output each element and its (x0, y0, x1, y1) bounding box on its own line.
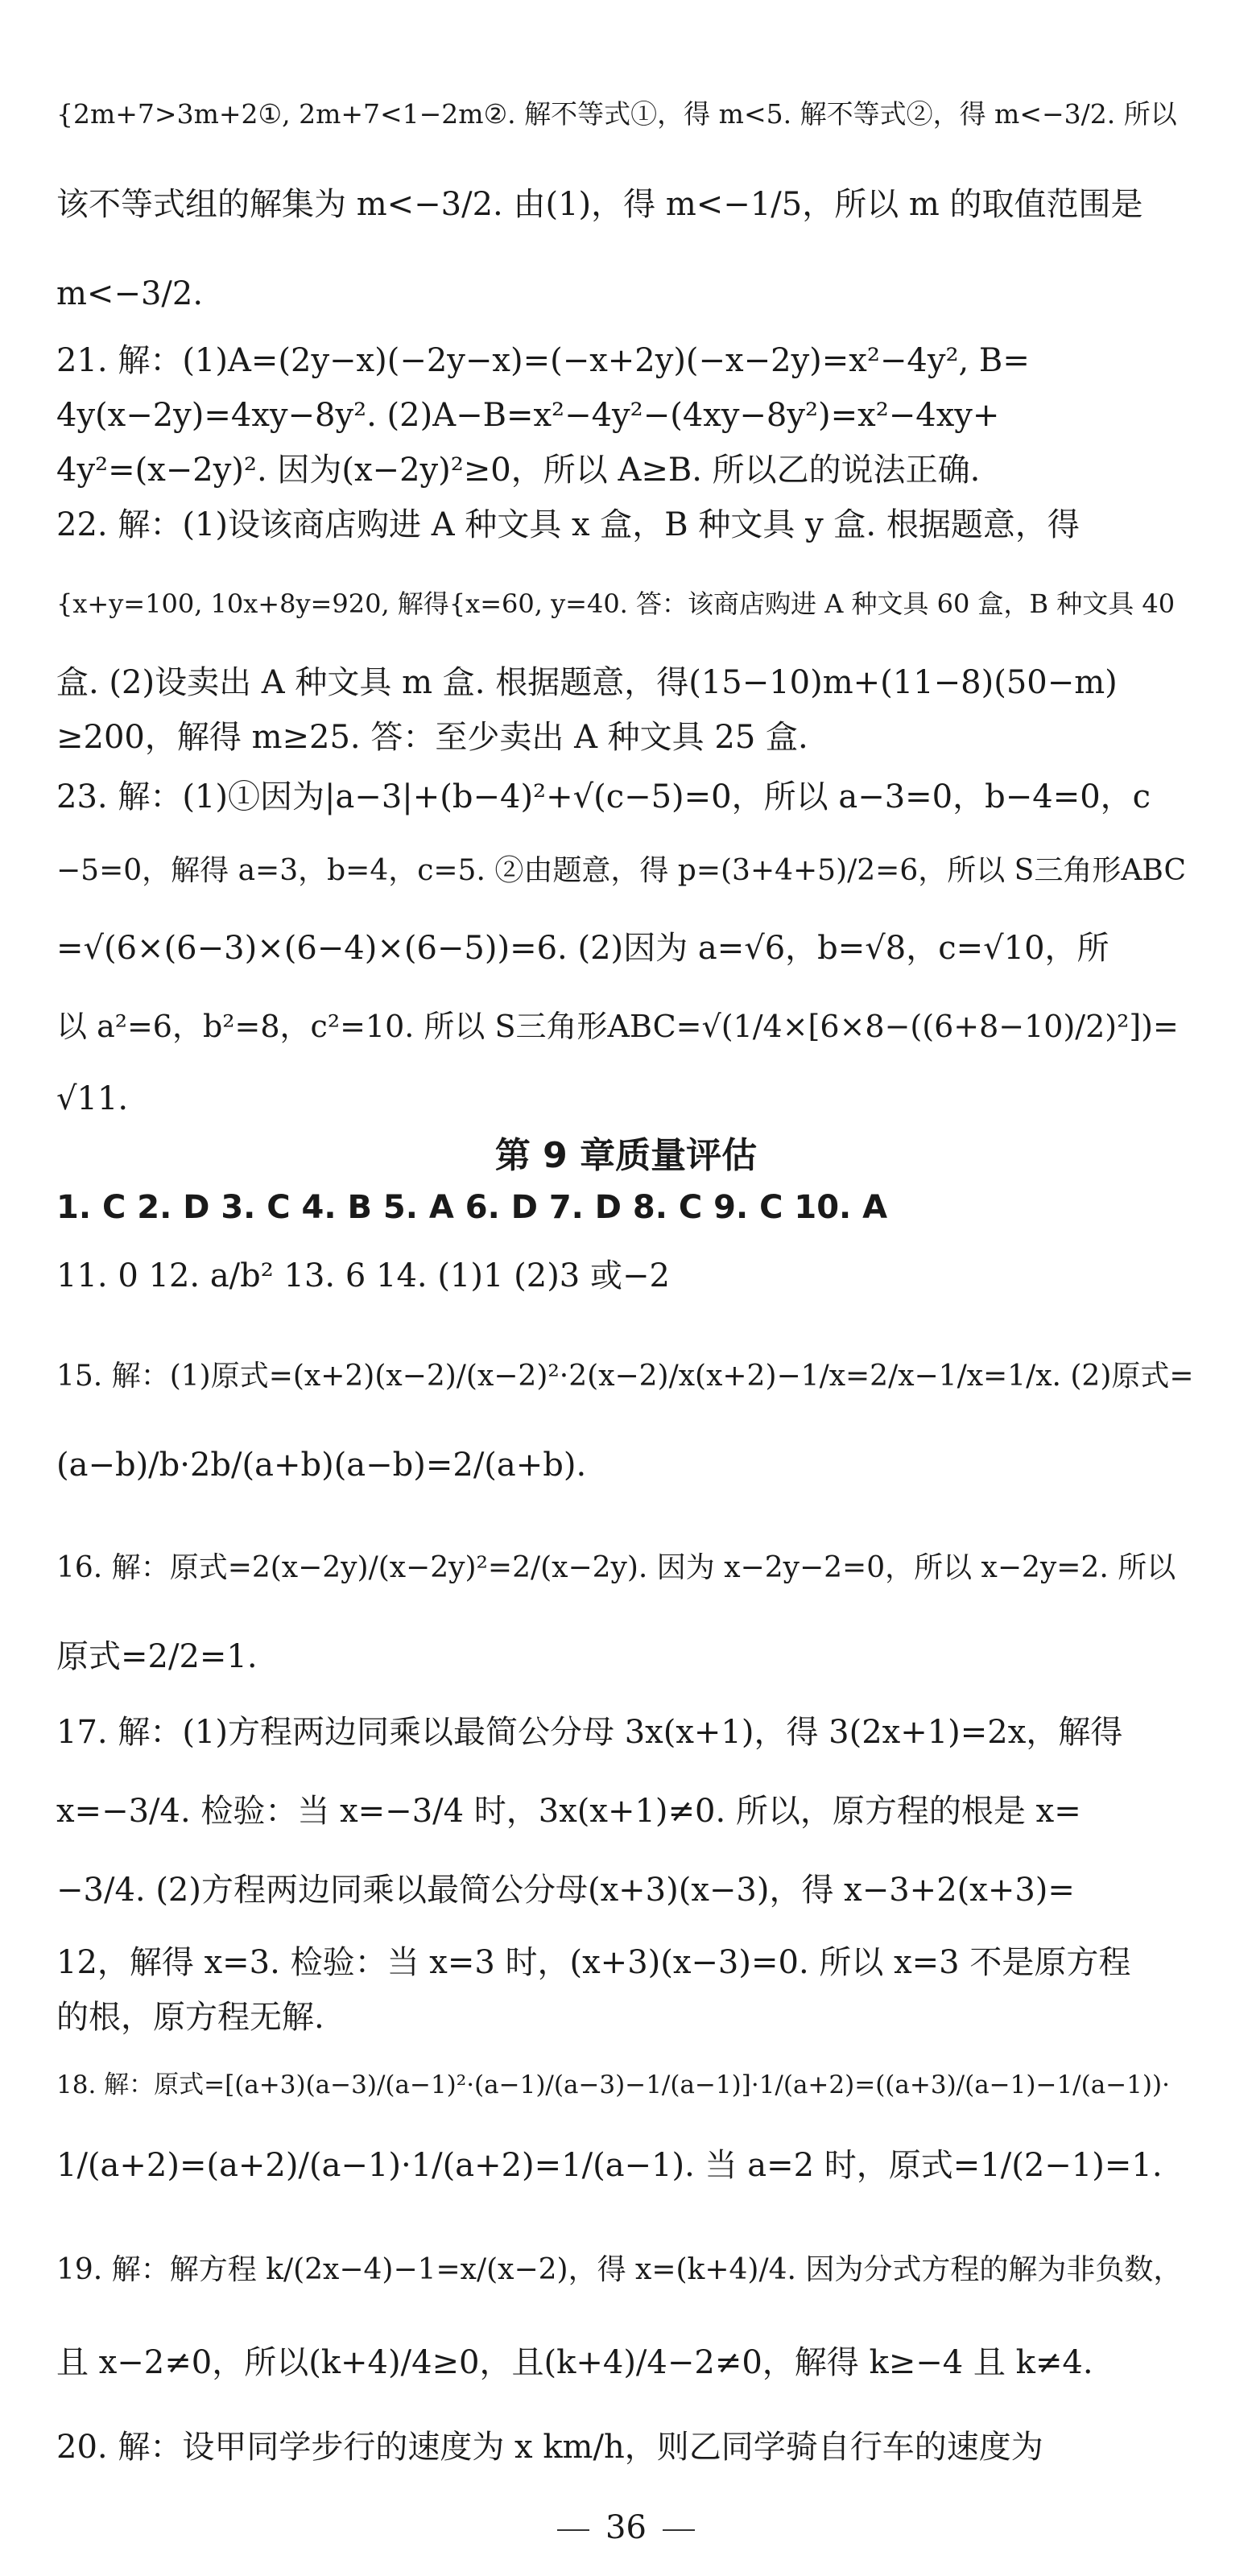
text-line: 19. 解：解方程 k/(2x−4)−1=x/(x−2)，得 x=(k+4)/4. 因为分式方程的解为非负数， (56, 2253, 1183, 2286)
text-line: {2m+7>3m+2①, 2m+7<1−2m②. 解不等式①，得 m<5. 解不等式②，得 m<−3/2. 所以 (56, 98, 1177, 130)
text-line: 21. 解：(1)A=(2y−x)(−2y−x)=(−x+2y)(−x−2y)=x²−4y², B= (56, 342, 1030, 379)
text-line: 22. 解：(1)设该商店购进 A 种文具 x 盒，B 种文具 y 盒. 根据题意，得 (56, 506, 1080, 543)
text-line: 该不等式组的解集为 m<−3/2. 由(1)，得 m<−1/5，所以 m 的取值范围是 (56, 186, 1143, 223)
text-line: 20. 解：设甲同学步行的速度为 x km/h，则乙同学骑自行车的速度为 (56, 2429, 1043, 2466)
text-line: 1/(a+2)=(a+2)/(a−1)·1/(a+2)=1/(a−1). 当 a=2 时，原式=1/(2−1)=1. (56, 2147, 1163, 2184)
text-line: =√(6×(6−3)×(6−4)×(6−5))=6. (2)因为 a=√6，b=√8，c=√10，所 (56, 930, 1109, 967)
text-line: {x+y=100, 10x+8y=920, 解得{x=60, y=40. 答：该商店购进 A 种文具 60 盒，B 种文具 40 (56, 588, 1176, 619)
text-line: 18. 解：原式=[(a+3)(a−3)/(a−1)²·(a−1)/(a−3)−1/(a−1)]·1/(a+2)=((a+3)/(a−1)−1/(a−1))· (56, 2070, 1170, 2099)
text-line: ≥200，解得 m≥25. 答：至少卖出 A 种文具 25 盒. (56, 719, 808, 756)
text-line: 盒. (2)设卖出 A 种文具 m 盒. 根据题意，得(15−10)m+(11−8)(50−m) (56, 664, 1118, 701)
text-line: 4y²=(x−2y)². 因为(x−2y)²≥0，所以 A≥B. 所以乙的说法正确. (56, 452, 981, 489)
text-line: 以 a²=6，b²=8，c²=10. 所以 S三角形ABC=√(1/4×[6×8−((6+8−10)/2)²])= (56, 1009, 1179, 1044)
text-line: 且 x−2≠0，所以(k+4)/4≥0，且(k+4)/4−2≠0，解得 k≥−4 且 k≠4. (56, 2344, 1093, 2381)
page-number (0, 2504, 1252, 2552)
text-line: 11. 0 12. a/b² 13. 6 14. (1)1 (2)3 或−2 (56, 1257, 670, 1294)
text-line: 17. 解：(1)方程两边同乘以最简公分母 3x(x+1)，得 3(2x+1)=2x，解得 (56, 1714, 1123, 1751)
text-line: √11. (56, 1080, 129, 1117)
text-line: 的根，原方程无解. (56, 1999, 324, 2036)
text-line: x=−3/4. 检验：当 x=−3/4 时，3x(x+1)≠0. 所以，原方程的根是 x= (56, 1793, 1081, 1830)
text-line: 15. 解：(1)原式=(x+2)(x−2)/(x−2)²·2(x−2)/x(x+2)−1/x=2/x−1/x=1/x. (2)原式= (56, 1360, 1194, 1393)
text-line: 23. 解：(1)①因为|a−3|+(b−4)²+√(c−5)=0，所以 a−3=0，b−4=0，c (56, 778, 1151, 815)
text-line: m<−3/2. (56, 275, 204, 312)
page-number-text: 36 (605, 2509, 647, 2546)
text-line: 原式=2/2=1. (56, 1638, 258, 1675)
text-line: 12，解得 x=3. 检验：当 x=3 时，(x+3)(x−3)=0. 所以 x=3 不是原方程 (56, 1944, 1131, 1981)
text-line: 16. 解：原式=2(x−2y)/(x−2y)²=2/(x−2y). 因为 x−2y−2=0，所以 x−2y=2. 所以 (56, 1551, 1176, 1584)
page-number-rule (557, 2529, 589, 2531)
text-line: −5=0，解得 a=3，b=4，c=5. ②由题意，得 p=(3+4+5)/2=6，所以 S三角形ABC (56, 854, 1186, 887)
text-line: −3/4. (2)方程两边同乘以最简公分母(x+3)(x−3)，得 x−3+2(x+3)= (56, 1872, 1075, 1909)
section-title: 第 9 章质量评估 (494, 1135, 758, 1176)
page-number-rule (663, 2529, 695, 2531)
text-line: 4y(x−2y)=4xy−8y². (2)A−B=x²−4y²−(4xy−8y²)=x²−4xy+ (56, 397, 1000, 434)
answer-line: 1. C 2. D 3. C 4. B 5. A 6. D 7. D 8. C 9. C 10. A (56, 1189, 888, 1226)
text-line: (a−b)/b·2b/(a+b)(a−b)=2/(a+b). (56, 1447, 587, 1484)
